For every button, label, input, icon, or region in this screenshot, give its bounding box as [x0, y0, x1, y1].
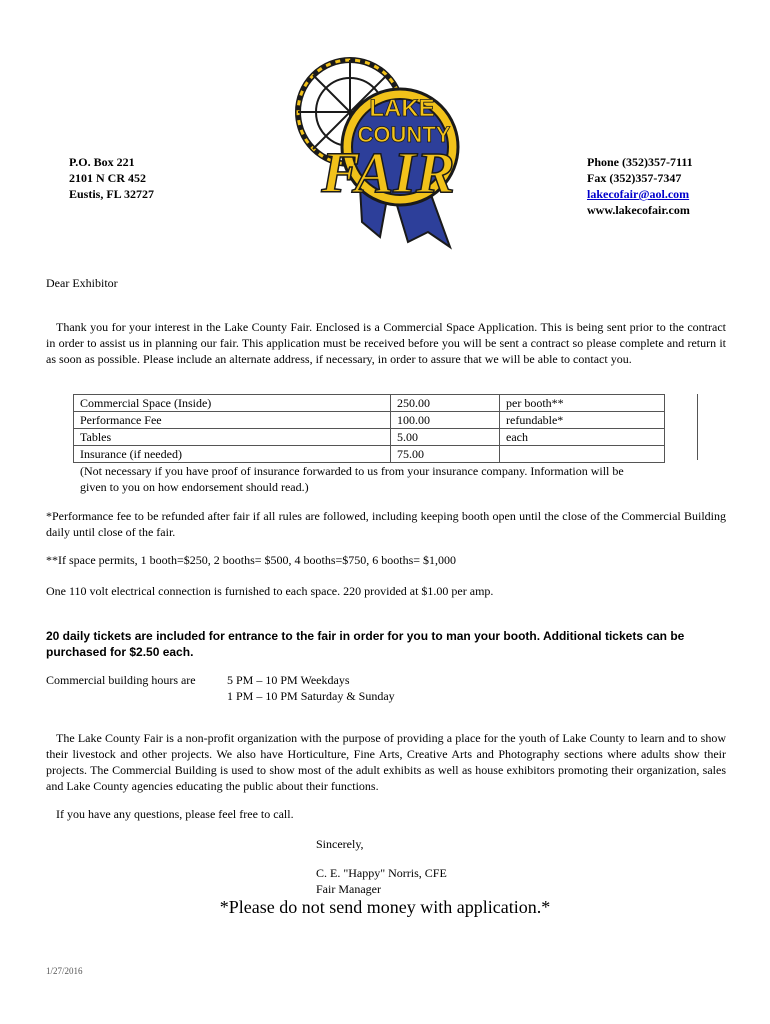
fax-number: Fax (352)357-7347 — [587, 171, 682, 185]
about-paragraph: The Lake County Fair is a non-profit organization with the purpose of providing a place for the youth of Lake County to learn and to show their livestock and other projects. We also have Horticulture, Fine Arts, Creative Arts and Photography sections where adults show their projects. The Commercial Building is used to show most of the adult exhibits as well as house exhibitors promoting their organization, sales and Lake County agencies educating the public about their functions. — [46, 731, 726, 793]
table-row — [74, 446, 665, 463]
table-row — [74, 395, 665, 412]
contact-info — [587, 154, 693, 218]
questions-line: If you have any questions, please feel free to call. — [56, 807, 294, 821]
fee-amount: 5.00 — [391, 429, 500, 446]
hours-weekdays: 5 PM – 10 PM Weekdays — [227, 673, 350, 687]
fee-note: each — [500, 429, 665, 446]
website-link[interactable]: www.lakecofair.com — [587, 203, 690, 217]
fee-item: Commercial Space (Inside) — [74, 395, 391, 412]
divider — [697, 394, 698, 460]
fee-note — [500, 446, 665, 463]
logo-county-text: COUNTY — [357, 122, 451, 147]
tickets-note: 20 daily tickets are included for entrance to the fair in order for you to man your booth. Additional tickets can be purchased for $2.50 each. — [46, 629, 685, 659]
fee-amount: 75.00 — [391, 446, 500, 463]
performance-fee-note: *Performance fee to be refunded after fair if all rules are followed, including keeping booth open until the close of the Commercial Building daily until close of the fair. — [46, 509, 726, 539]
fee-item: Insurance (if needed) — [74, 446, 391, 463]
address-line: P.O. Box 221 — [69, 155, 135, 169]
hours-label: Commercial building hours are — [46, 673, 196, 687]
logo-lake-text: LAKE — [369, 95, 435, 122]
fee-table — [73, 394, 665, 463]
fee-amount: 100.00 — [391, 412, 500, 429]
insurance-note: (Not necessary if you have proof of insurance forwarded to us from your insurance company. Information will be given to you on how endorsement should read.) — [80, 464, 624, 494]
table-row — [74, 429, 665, 446]
email-link[interactable]: lakecofair@aol.com — [587, 187, 690, 201]
phone-number: Phone (352)357-7111 — [587, 155, 693, 169]
fee-note: refundable* — [500, 412, 665, 429]
hours-weekend: 1 PM – 10 PM Saturday & Sunday — [227, 689, 395, 703]
fair-logo-image — [280, 42, 480, 250]
lake-county-fair-logo — [280, 42, 480, 250]
signer-name: C. E. "Happy" Norris, CFE — [316, 866, 447, 880]
address-line: 2101 N CR 452 — [69, 171, 146, 185]
logo-fair-text: FAIR — [321, 140, 455, 205]
salutation: Dear Exhibitor — [46, 276, 118, 290]
hours-list — [227, 672, 395, 704]
address-line: Eustis, FL 32727 — [69, 187, 155, 201]
table-row — [74, 412, 665, 429]
fee-item: Tables — [74, 429, 391, 446]
signer-title: Fair Manager — [316, 882, 381, 896]
fee-amount: 250.00 — [391, 395, 500, 412]
return-address — [69, 154, 154, 202]
money-warning: *Please do not send money with application.* — [219, 897, 551, 917]
space-pricing-note: **If space permits, 1 booth=$250, 2 booths= $500, 4 booths=$750, 6 booths= $1,000 — [46, 553, 457, 567]
intro-paragraph: Thank you for your interest in the Lake County Fair. Enclosed is a Commercial Space Application. This is being sent prior to the contract in order to assist us in planning our fair. This application must be received before you will be sent a contract so please complete and return it as soon as possible. Please include an alternate address, if necessary, in order to assure that we will be able to contact you. — [46, 320, 726, 366]
fee-note: per booth** — [500, 395, 665, 412]
closing: Sincerely, — [316, 837, 364, 851]
electrical-note: One 110 volt electrical connection is furnished to each space. 220 provided at $1.00 per amp. — [46, 584, 494, 598]
fee-item: Performance Fee — [74, 412, 391, 429]
document-date: 1/27/2016 — [46, 966, 83, 976]
